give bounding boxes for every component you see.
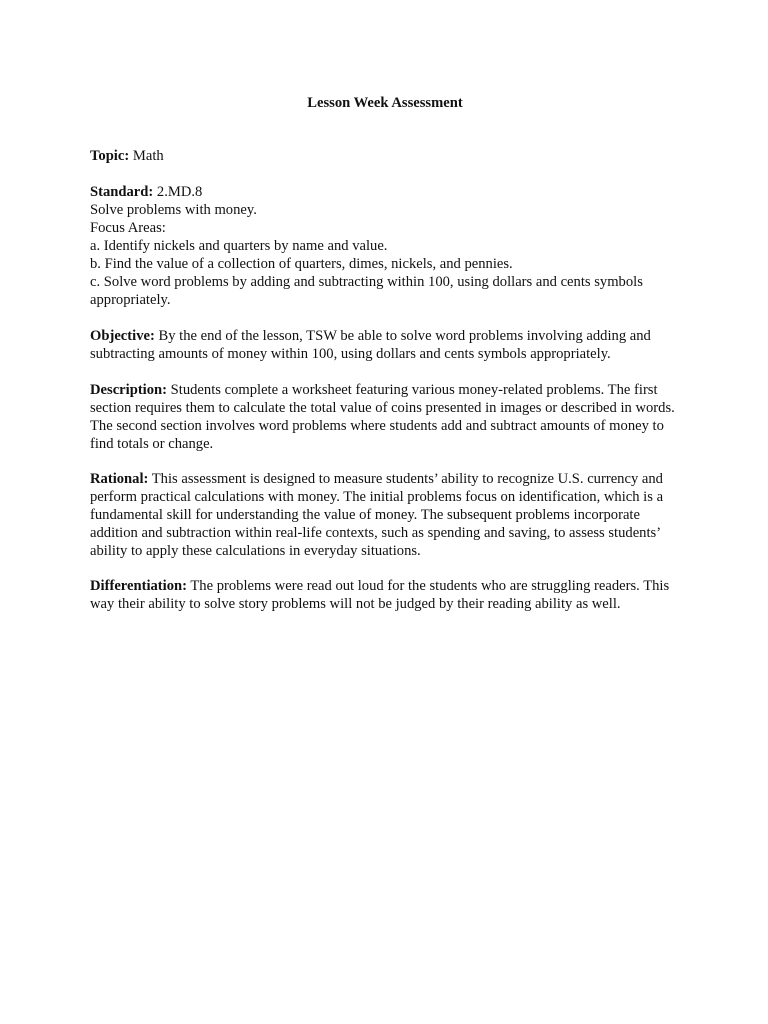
- standard-value: 2.MD.8: [156, 184, 203, 200]
- standard-section: [90, 183, 680, 309]
- description-section: [90, 381, 680, 453]
- description-text: Students complete a worksheet featuring various money-related problems. The first section requires them to calculate the total value of coins presented in images or described in words. The second section involves word problems where students add and subtract amounts of money to find totals or change.: [90, 382, 675, 452]
- topic-label: Topic:: [90, 148, 130, 164]
- standard-line: Solve problems with money.: [90, 202, 257, 218]
- focus-areas-heading: Focus Areas:: [90, 220, 166, 236]
- document-body: [90, 94, 680, 613]
- rational-text: This assessment is designed to measure students’ ability to recognize U.S. currency and perform practical calculations with money. The initial problems focus on identification, which is a fundamental skill for understanding the value of money. The subsequent problems incorporate addition and subtraction within real-life contexts, such as spending and saving, to assess students’ ability to apply these calculations in everyday situations.: [90, 471, 664, 559]
- topic-section: [90, 147, 680, 165]
- objective-section: [90, 327, 680, 363]
- rational-section: [90, 470, 680, 560]
- description-label: Description:: [90, 382, 168, 398]
- differentiation-label: Differentiation:: [90, 578, 187, 594]
- topic-value: Math: [132, 148, 164, 164]
- document-title: Lesson Week Assessment: [307, 95, 463, 111]
- rational-label: Rational:: [90, 471, 149, 487]
- objective-label: Objective:: [90, 328, 155, 344]
- focus-area-item: a. Identify nickels and quarters by name and value.: [90, 238, 388, 254]
- differentiation-section: [90, 577, 680, 613]
- standard-heading-line: [90, 183, 680, 201]
- standard-label: Standard:: [90, 184, 154, 200]
- focus-area-item: c. Solve word problems by adding and subtracting within 100, using dollars and cents symbols appropriately.: [90, 274, 643, 308]
- focus-area-item: b. Find the value of a collection of quarters, dimes, nickels, and pennies.: [90, 256, 513, 272]
- objective-text: By the end of the lesson, TSW be able to solve word problems involving adding and subtracting amounts of money within 100, using dollars and cents symbols appropriately.: [90, 328, 651, 362]
- differentiation-text: The problems were read out loud for the students who are struggling readers. This way their ability to solve story problems will not be judged by their reading ability as well.: [90, 578, 670, 612]
